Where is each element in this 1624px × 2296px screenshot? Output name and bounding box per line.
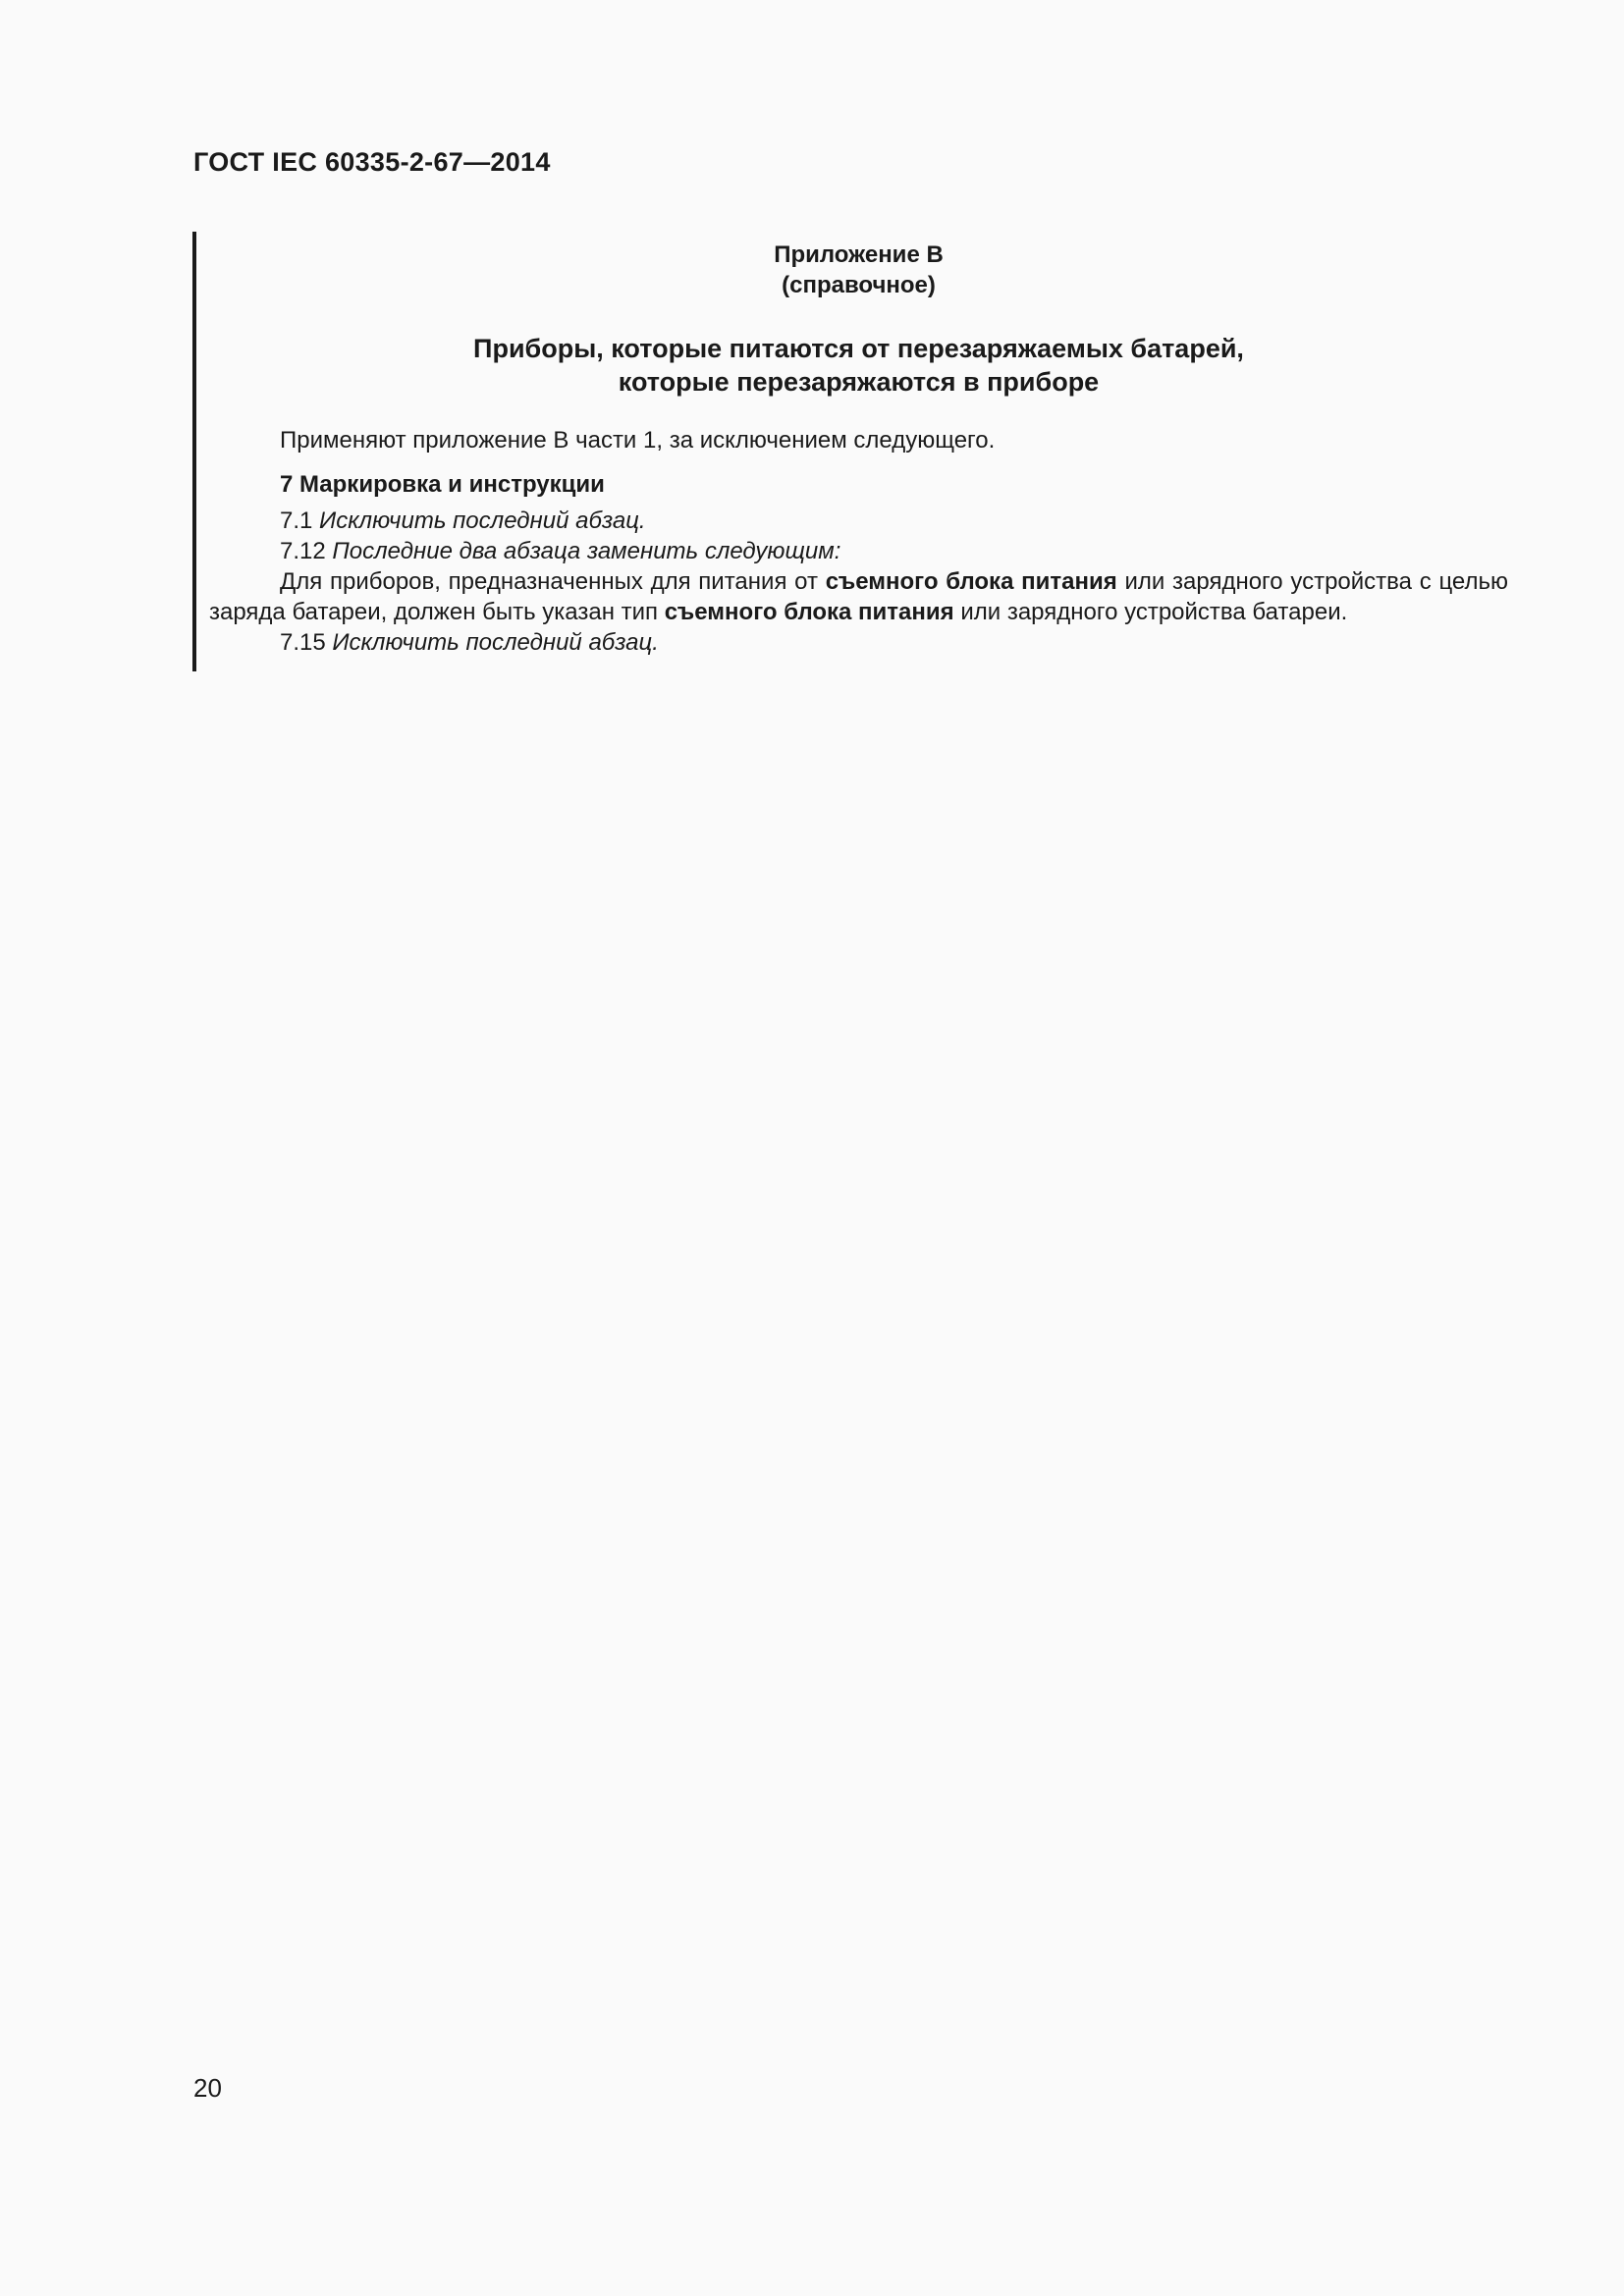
page-number: 20 <box>193 2073 222 2103</box>
clause-number: 7.15 <box>280 629 326 656</box>
clause-instruction: Исключить последний абзац. <box>319 507 646 534</box>
clause-7-12 <box>209 536 1508 566</box>
intro-paragraph: Применяют приложение В части 1, за исключением следующего. <box>280 427 996 454</box>
clause-number: 7.1 <box>280 507 313 534</box>
appendix-heading-line-2: которые перезаряжаются в приборе <box>618 367 1100 397</box>
section-title: 7 Маркировка и инструкции <box>280 471 605 498</box>
appendix-content <box>209 240 1508 658</box>
replacement-paragraph <box>209 566 1508 627</box>
appendix-title <box>209 240 1508 300</box>
clause-7-1 <box>209 506 1508 536</box>
replacement-text-2: или зарядного устройства с целью заряда батареи, должен быть указан тип <box>209 568 1508 625</box>
appendix-status: (справочное) <box>782 272 936 298</box>
defined-term: съемного блока питания <box>664 599 954 625</box>
clause-instruction: Исключить последний абзац. <box>332 629 659 656</box>
replacement-text-1: Для приборов, предназначенных для питания от <box>280 568 826 595</box>
clause-instruction: Последние два абзаца заменить следующим: <box>332 538 841 564</box>
replacement-text-3: или зарядного устройства батареи. <box>953 599 1348 625</box>
appendix-heading <box>209 332 1508 399</box>
appendix-label: Приложение В <box>774 241 944 268</box>
clause-7-15 <box>209 627 1508 658</box>
clause-number: 7.12 <box>280 538 326 564</box>
defined-term: съемного блока питания <box>825 568 1117 595</box>
document-code-header: ГОСТ IEC 60335-2-67—2014 <box>193 147 551 177</box>
appendix-heading-line-1: Приборы, которые питаются от перезаряжаемых батарей, <box>473 334 1244 363</box>
change-bar <box>192 232 196 671</box>
